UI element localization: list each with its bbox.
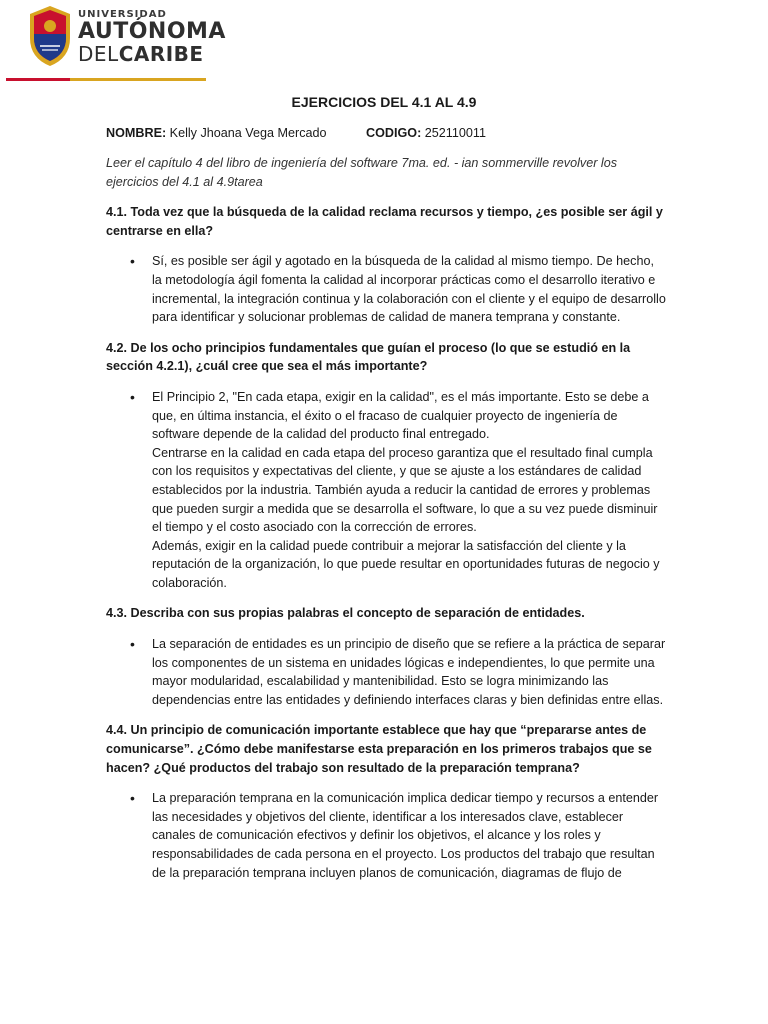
header-rule-red [6,78,70,81]
university-seal-logo [26,4,74,68]
answer-4-3: • La separación de entidades es un principio de diseño que se refiere a la práctica de separar los componentes de un sistema en unidades lógicas e independientes, lo que permite una mayor modularidad, escalabilidad y mantenibilidad. Esto se logra minimizando las dependencias entre las entidades y definiendo interfaces claras y bien definidas entre ellas. [152,635,666,709]
student-info [106,124,666,142]
answer-list-4-3 [106,635,666,709]
logo-line-del-caribe: DELCARIBE [78,42,204,66]
header-rule-gold [70,78,206,81]
answer-list-4-1 [106,252,666,326]
answer-4-4: • La preparación temprana en la comunicación implica dedicar tiempo y recursos a entender las necesidades y objetivos del cliente, identificar a los interesados clave, establecer canales de comunicación efectivos y definir los objetivos, el alcance y los roles y responsabilidades de cada persona en el proyecto. Los productos del trabajo que resultan de la preparación temprana incluyen planos de comunicación, diagramas de flujo de [152,789,666,882]
answer-list-4-4 [106,789,666,882]
question-4-2: 4.2. De los ocho principios fundamentales que guían el proceso (lo que se estudió en la sección 4.2.1), ¿cuál cree que sea el más importante? [106,340,631,374]
answer-list-4-2 [106,388,666,593]
page-title: EJERCICIOS DEL 4.1 AL 4.9 [291,94,477,110]
document-body [106,92,666,882]
document-header [0,0,768,86]
logo-line-universidad: UNIVERSIDAD [78,9,167,20]
answer-4-1: • Sí, es posible ser ágil y agotado en la búsqueda de la calidad al mismo tiempo. De hecho, la metodología ágil fomenta la calidad al incorporar prácticas como el desarrollo iterativo e incremental, la integración continua y la colaboración con el cliente y el equipo de desarrollo para identificar y solucionar problemas de calidad de manera temprana y constante. [152,252,666,326]
question-4-4: 4.4. Un principio de comunicación importante establece que hay que “prepararse antes de comunicarse”. ¿Cómo debe manifestarse esta preparación en los primeros trabajos que se hacen? ¿Qué productos del trabajo son resultado de la preparación temprana? [106,723,652,775]
question-4-1: 4.1. Toda vez que la búsqueda de la calidad reclama recursos y tiempo, ¿es posible ser ágil y centrarse en ella? [106,205,663,238]
logo-line-autonoma: AUTÓNOMA [78,19,226,44]
student-code: CODIGO: 252110011 [366,126,486,140]
answer-4-2: • El Principio 2, "En cada etapa, exigir en la calidad", es el más importante. Esto se debe a que, en última instancia, el éxito o el fracaso de cualquier proyecto de ingeniería de software depende de la calidad del producto final entregado. Centrarse en la calidad en cada etapa del proceso garantiza que el resultado final cumpla con los requisitos y expectativas del cliente, y que se ajuste a los estándares de calidad establecidos por la industria. También ayuda a reducir la cantidad de errores y problemas que pueden surgir a medida que se desarrolla el software, lo que a su vez puede disminuir el tiempo y el costo asociado con la corrección de errores. Además, exigir en la calidad puede contribuir a mejorar la satisfacción del cliente y la reputación de la organización, lo que puede resultar en oportunidades futuras de negocio y colaboración. [152,388,666,593]
assignment-instructions: Leer el capítulo 4 del libro de ingeniería del software 7ma. ed. - ian sommerville revolver los ejercicios del 4.1 al 4.9tarea [106,156,617,189]
student-name: NOMBRE: Kelly Jhoana Vega Mercado [106,126,327,140]
question-4-3: 4.3. Describa con sus propias palabras el concepto de separación de entidades. [106,606,585,621]
university-wordmark [78,10,226,64]
